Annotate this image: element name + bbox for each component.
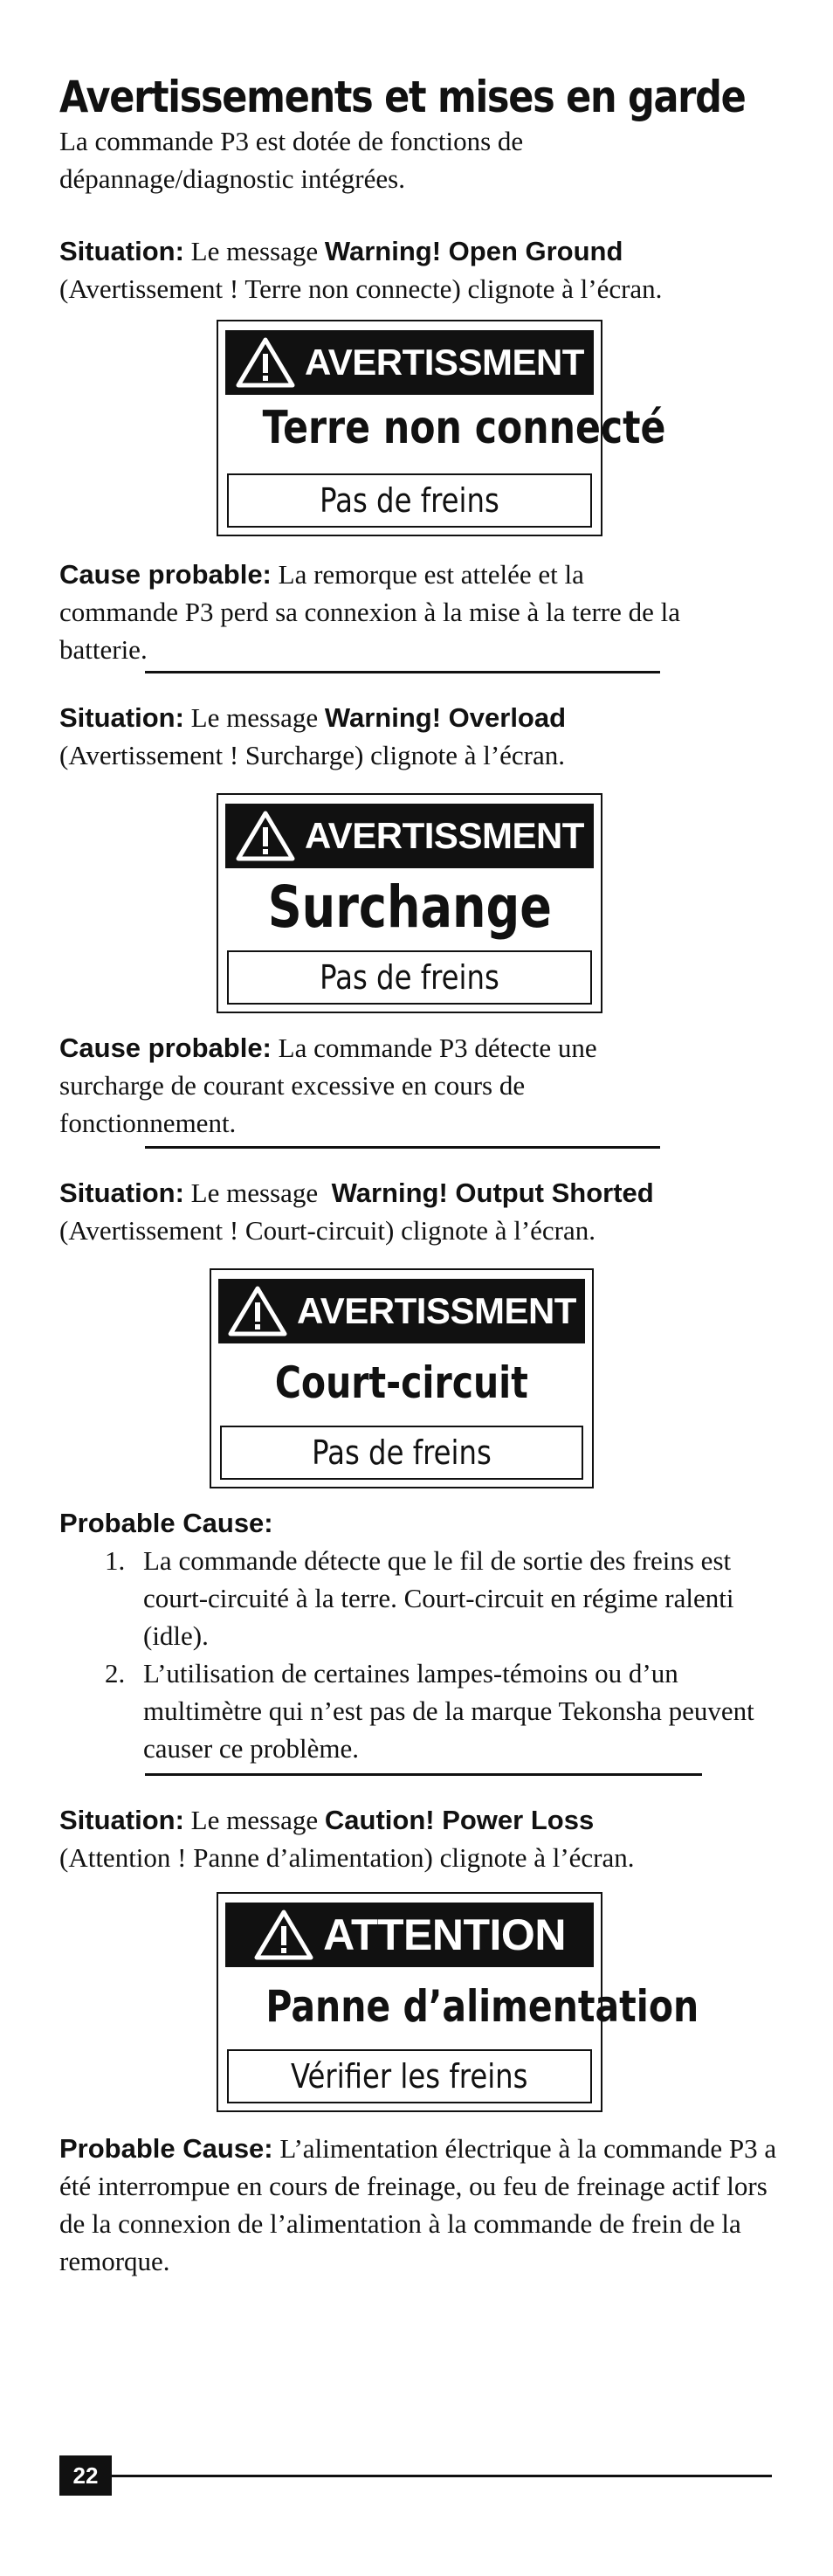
message-prefix: Le message (190, 1178, 319, 1208)
situation-label: Situation: (59, 236, 184, 266)
cause-3-heading (59, 1504, 688, 1542)
display-header: AVERTISSMENT (305, 342, 584, 383)
list-item: 1. La commande détecte que le fil de sortie des freins est court-circuité à la terre. Court-circuit en régime ralenti (idle). (105, 1545, 734, 1651)
footer-rule (112, 2475, 772, 2477)
message-prefix: Le message (190, 1805, 319, 1835)
list-item-text: L’utilisation de certaines lampes-témoins ou d’un multimètre qui n’est pas de la marque Tekonsha peuvent causer ce problème. (143, 1658, 754, 1764)
section-divider (145, 1146, 660, 1149)
situation-label: Situation: (59, 1805, 184, 1835)
display-main: Terre non connecté (262, 402, 666, 454)
cause-text: L’alimentation électrique à la commande P3 a été interrompue en cours de freinage, ou feu de freinage actif lors de la connexion de l’alimentation à la commande de frein de la remorque. (59, 2133, 777, 2276)
message-text: Warning! Open Ground (324, 236, 623, 266)
warning-triangle-icon (253, 1909, 314, 1961)
section-divider (145, 1773, 702, 1776)
display-panel-3 (210, 1268, 594, 1488)
situation-2 (59, 699, 810, 774)
message-prefix: Le message (190, 236, 319, 266)
display-panel-4 (217, 1892, 699, 2112)
message-tail: (Avertissement ! Court-circuit) clignote à l’écran. (59, 1215, 596, 1246)
section-divider (145, 671, 660, 673)
situation-label: Situation: (59, 702, 184, 733)
display-header: ATTENTION (323, 1910, 566, 1959)
list-item: 2. L’utilisation de certaines lampes-témoins ou d’un multimètre qui n’est pas de la marque Tekonsha peuvent causer ce problème. (105, 1658, 754, 1764)
display-panel-2 (217, 793, 602, 1013)
cause-label: Cause probable: (59, 1032, 272, 1063)
list-item-text: La commande détecte que le fil de sortie des freins est court-circuité à la terre. Court-circuit en régime ralenti (idle). (143, 1545, 734, 1651)
display-main: Panne d’alimentation (265, 1981, 699, 2032)
intro-text: La commande P3 est dotée de fonctions de dépannage/diagnostic intégrées. (59, 126, 524, 194)
display-header: AVERTISSMENT (305, 815, 584, 856)
warning-triangle-icon (235, 336, 296, 389)
cause-label: Probable Cause: (59, 2133, 273, 2164)
cause-text: La remorque est attelée et la commande P3 perd sa connexion à la mise à la terre de la batterie. (59, 559, 681, 665)
message-prefix: Le message (190, 702, 319, 733)
cause-text: La commande P3 détecte une surcharge de courant excessive en cours de fonctionnement. (59, 1032, 597, 1138)
display-main: Surchange (267, 874, 552, 941)
situation-4 (59, 1801, 810, 1876)
cause-label: Probable Cause: (59, 1508, 273, 1538)
message-tail: (Avertissement ! Surcharge) clignote à l’écran. (59, 740, 565, 770)
message-text: Warning! Overload (324, 702, 567, 733)
cause-label: Cause probable: (59, 559, 272, 590)
situation-1 (59, 232, 810, 307)
message-tail: (Avertissement ! Terre non connecte) clignote à l’écran. (59, 273, 663, 304)
page-title: Avertissements et mises en garde (59, 72, 746, 122)
cause-1 (59, 556, 688, 668)
message-text: Warning! Output Shorted (331, 1178, 654, 1208)
situation-label: Situation: (59, 1178, 184, 1208)
display-sub: Pas de freins (320, 958, 499, 997)
warning-triangle-icon (235, 810, 296, 862)
display-sub: Pas de freins (320, 481, 499, 520)
cause-4 (59, 2130, 782, 2280)
situation-3 (59, 1174, 810, 1249)
cause-2 (59, 1029, 688, 1142)
display-sub: Pas de freins (312, 1433, 492, 1472)
message-tail: (Attention ! Panne d’alimentation) clignote à l’écran. (59, 1842, 635, 1873)
cause-list (105, 1542, 786, 1767)
page-number: 22 (59, 2455, 112, 2496)
warning-triangle-icon (227, 1285, 288, 1337)
message-text: Caution! Power Loss (324, 1805, 595, 1835)
display-main: Court-circuit (274, 1357, 528, 1408)
display-sub: Vérifier les freins (291, 2057, 528, 2096)
display-panel-1 (217, 320, 666, 536)
display-header: AVERTISSMENT (297, 1290, 576, 1331)
